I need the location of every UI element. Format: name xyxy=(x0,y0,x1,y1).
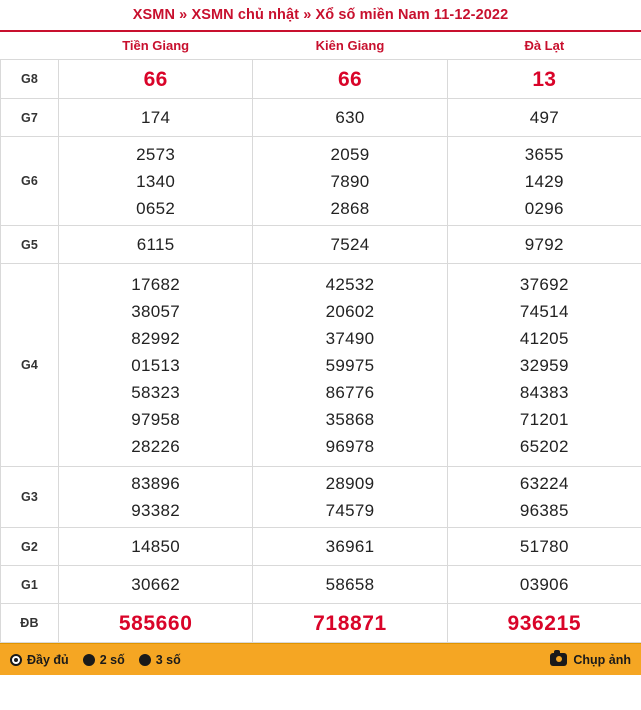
number-list xyxy=(253,104,446,131)
prize-numbers-cell xyxy=(59,137,253,226)
lottery-number: 630 xyxy=(335,108,365,127)
lottery-number: 66 xyxy=(143,67,168,91)
capture-label: Chụp ảnh xyxy=(573,652,631,667)
prize-label: G4 xyxy=(1,264,59,467)
lottery-number: 28909 xyxy=(325,474,375,493)
prize-numbers-cell xyxy=(253,467,447,528)
prize-label: G5 xyxy=(1,226,59,264)
number-list xyxy=(59,104,252,131)
radio-icon-two-digits[interactable] xyxy=(83,654,95,666)
number-list xyxy=(59,271,252,460)
radio-icon-three-digits[interactable] xyxy=(139,654,151,666)
lottery-number: 28226 xyxy=(131,436,181,456)
lottery-number: 2059 xyxy=(330,144,370,164)
table-row xyxy=(1,264,641,467)
lottery-number: 20602 xyxy=(325,301,375,321)
lottery-number: 32959 xyxy=(519,355,569,375)
lottery-number: 74514 xyxy=(519,301,569,321)
lottery-number: 96385 xyxy=(519,501,569,520)
prize-label: ĐB xyxy=(1,604,59,643)
option-full-label: Đầy đủ xyxy=(27,652,69,667)
lottery-number: 96978 xyxy=(325,436,375,456)
lottery-number: 35868 xyxy=(325,409,375,429)
number-list xyxy=(59,141,252,222)
number-list xyxy=(253,470,446,524)
number-list xyxy=(448,271,641,460)
prize-numbers-cell xyxy=(59,604,253,643)
lottery-number: 41205 xyxy=(519,328,569,348)
prize-numbers-cell xyxy=(253,604,447,643)
lottery-number: 58323 xyxy=(131,382,181,402)
footer-toolbar xyxy=(0,643,641,675)
table-row xyxy=(1,467,641,528)
prize-numbers-cell xyxy=(253,566,447,604)
lottery-number: 51780 xyxy=(519,537,569,556)
province-header-0: Tiền Giang xyxy=(59,32,253,60)
prize-numbers-cell xyxy=(253,99,447,137)
lottery-number: 1429 xyxy=(524,171,564,191)
number-list xyxy=(448,64,641,95)
lottery-number: 03906 xyxy=(519,575,569,594)
lottery-number: 936215 xyxy=(507,611,582,635)
number-list xyxy=(253,231,446,258)
lottery-number: 7524 xyxy=(330,235,370,254)
number-list xyxy=(253,271,446,460)
number-list xyxy=(253,141,446,222)
prize-numbers-cell xyxy=(59,60,253,99)
prize-numbers-cell xyxy=(253,528,447,566)
prize-numbers-cell xyxy=(447,467,641,528)
option-three-digits[interactable] xyxy=(139,653,181,667)
option-two-digits[interactable] xyxy=(83,653,125,667)
lottery-number: 83896 xyxy=(131,474,181,493)
lottery-number: 2573 xyxy=(136,144,176,164)
lottery-number: 97958 xyxy=(131,409,181,429)
lottery-number: 59975 xyxy=(325,355,375,375)
lottery-number: 6115 xyxy=(136,235,175,254)
lottery-number: 13 xyxy=(532,67,557,91)
table-row xyxy=(1,99,641,137)
lottery-number: 71201 xyxy=(519,409,569,429)
prize-numbers-cell xyxy=(253,226,447,264)
capture-screenshot-button[interactable] xyxy=(550,653,631,667)
lottery-number: 01513 xyxy=(131,355,181,375)
table-row xyxy=(1,137,641,226)
lottery-number: 84383 xyxy=(519,382,569,402)
lottery-number: 585660 xyxy=(118,611,193,635)
table-row xyxy=(1,226,641,264)
lottery-number: 65202 xyxy=(519,436,569,456)
table-body xyxy=(1,60,641,643)
number-list xyxy=(253,608,446,639)
results-table xyxy=(0,32,641,643)
number-list xyxy=(253,533,446,560)
number-list xyxy=(448,231,641,258)
number-list xyxy=(253,64,446,95)
lottery-number: 2868 xyxy=(330,198,370,218)
number-list xyxy=(448,571,641,598)
lottery-number: 718871 xyxy=(313,611,387,635)
prize-numbers-cell xyxy=(447,604,641,643)
prize-numbers-cell xyxy=(253,264,447,467)
lottery-number: 3655 xyxy=(524,144,564,164)
lottery-number: 74579 xyxy=(325,501,375,520)
camera-icon xyxy=(550,653,567,666)
lottery-number: 14850 xyxy=(131,537,181,556)
prize-numbers-cell xyxy=(447,566,641,604)
prize-numbers-cell xyxy=(59,99,253,137)
display-mode-options xyxy=(10,653,181,667)
prize-label: G1 xyxy=(1,566,59,604)
lottery-number: 174 xyxy=(141,108,171,127)
number-list xyxy=(448,470,641,524)
corner-cell xyxy=(1,32,59,60)
prize-numbers-cell xyxy=(253,137,447,226)
prize-label: G8 xyxy=(1,60,59,99)
number-list xyxy=(59,64,252,95)
lottery-number: 66 xyxy=(338,67,362,91)
number-list xyxy=(448,533,641,560)
lottery-number: 42532 xyxy=(325,274,375,294)
prize-numbers-cell xyxy=(253,60,447,99)
lottery-number: 58658 xyxy=(325,575,375,594)
lottery-number: 38057 xyxy=(131,301,181,321)
lottery-number: 36961 xyxy=(325,537,375,556)
lottery-number: 1340 xyxy=(136,171,176,191)
prize-numbers-cell xyxy=(447,264,641,467)
province-header-row xyxy=(1,32,641,60)
number-list xyxy=(59,533,252,560)
prize-numbers-cell xyxy=(447,528,641,566)
prize-numbers-cell xyxy=(447,60,641,99)
prize-numbers-cell xyxy=(59,226,253,264)
prize-numbers-cell xyxy=(59,528,253,566)
number-list xyxy=(59,608,252,639)
option-three-digits-label: 3 số xyxy=(155,652,181,667)
lottery-number: 7890 xyxy=(330,171,370,191)
number-list xyxy=(448,141,641,222)
prize-numbers-cell xyxy=(447,99,641,137)
table-head xyxy=(1,32,641,60)
number-list xyxy=(253,571,446,598)
prize-numbers-cell xyxy=(447,226,641,264)
province-header-1: Kiên Giang xyxy=(253,32,447,60)
prize-label: G6 xyxy=(1,137,59,226)
prize-label: G2 xyxy=(1,528,59,566)
table-row xyxy=(1,528,641,566)
lottery-number: 497 xyxy=(529,108,559,127)
lottery-number: 37490 xyxy=(325,328,375,348)
page-title: XSMN » XSMN chủ nhật » Xổ số miền Nam 11-12-2022 xyxy=(132,7,509,23)
lottery-number: 0652 xyxy=(136,198,176,218)
lottery-number: 93382 xyxy=(131,501,181,520)
lottery-number: 9792 xyxy=(524,235,564,254)
table-row xyxy=(1,604,641,643)
number-list xyxy=(59,571,252,598)
lottery-number: 86776 xyxy=(325,382,375,402)
lottery-number: 0296 xyxy=(524,198,564,218)
number-list xyxy=(448,104,641,131)
lottery-number: 30662 xyxy=(131,575,181,594)
prize-numbers-cell xyxy=(59,264,253,467)
number-list xyxy=(448,608,641,639)
prize-label: G7 xyxy=(1,99,59,137)
lottery-number: 63224 xyxy=(519,474,569,493)
option-full[interactable] xyxy=(10,653,69,667)
option-two-digits-label: 2 số xyxy=(99,652,125,667)
number-list xyxy=(59,470,252,524)
province-header-2: Đà Lạt xyxy=(447,32,641,60)
page-header xyxy=(0,0,641,32)
lottery-number: 17682 xyxy=(131,274,181,294)
lottery-number: 37692 xyxy=(519,274,569,294)
table-row xyxy=(1,60,641,99)
number-list xyxy=(59,231,252,258)
prize-numbers-cell xyxy=(59,566,253,604)
radio-icon-full[interactable] xyxy=(10,654,22,666)
table-row xyxy=(1,566,641,604)
lottery-number: 82992 xyxy=(131,328,181,348)
prize-numbers-cell xyxy=(59,467,253,528)
prize-label: G3 xyxy=(1,467,59,528)
prize-numbers-cell xyxy=(447,137,641,226)
